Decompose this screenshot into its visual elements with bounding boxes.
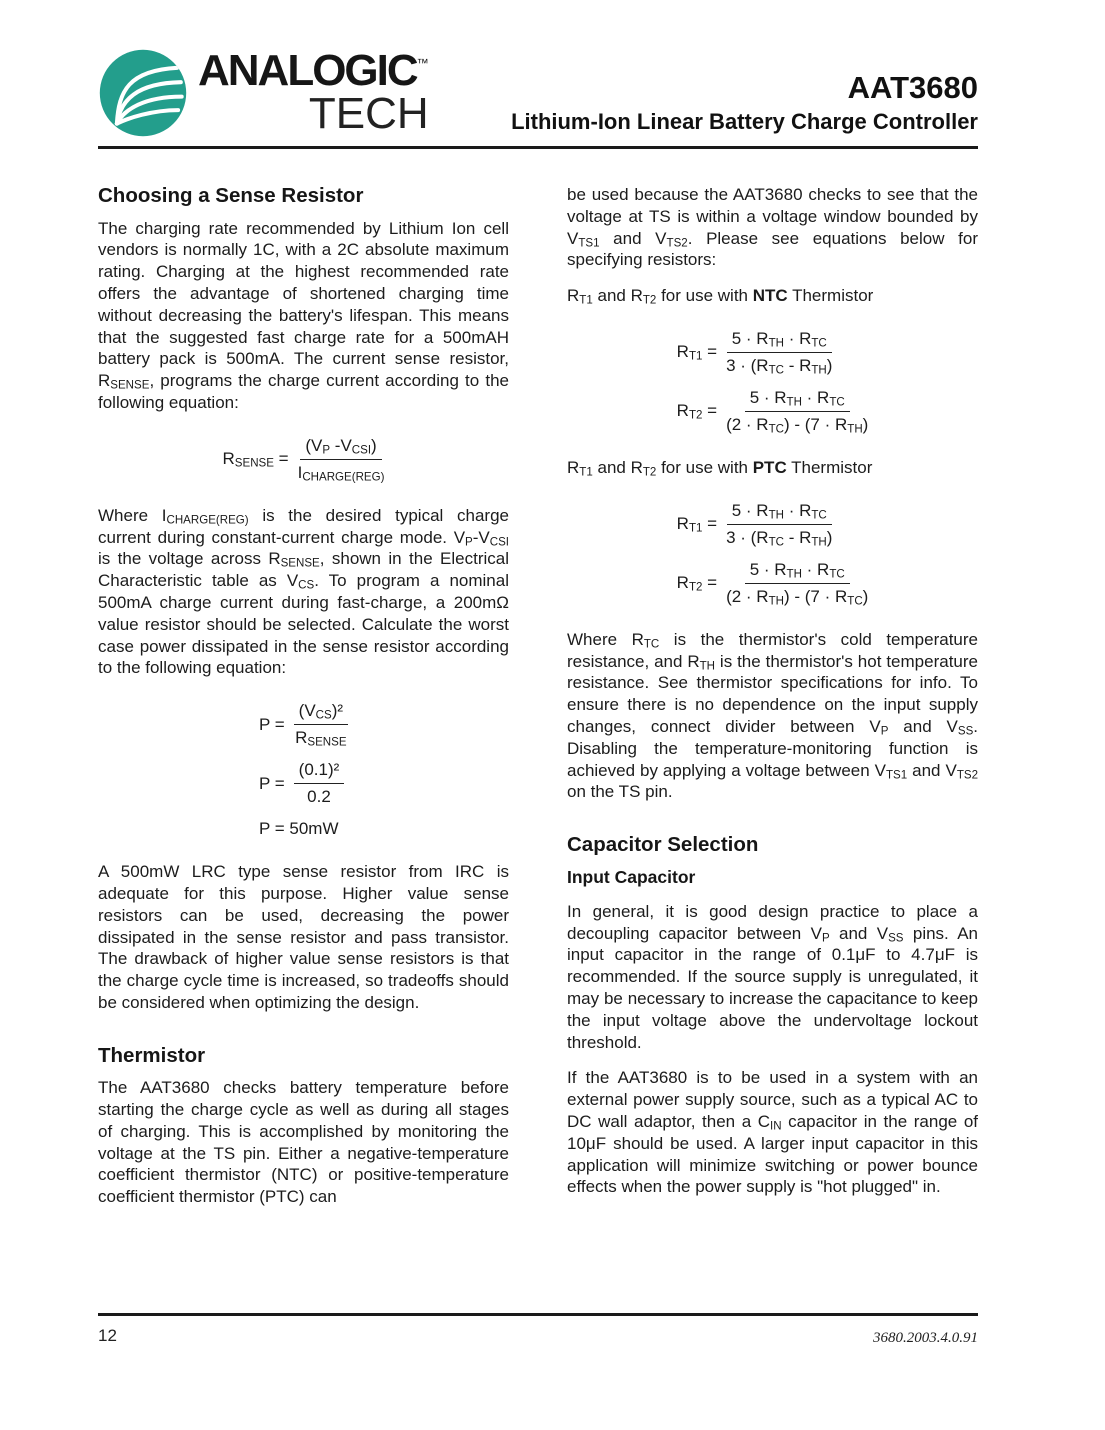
fraction-numerator: ($V_P$ $-V_{CSI}$): [300, 436, 381, 460]
equation-row: [223, 436, 385, 483]
part-number: AAT3680: [847, 70, 978, 105]
fraction-denominator: $3 \cdot (R_{TC} - R_{TH})$: [726, 355, 833, 377]
fraction-numerator: $5 \cdot R_{TH} \cdot R_{TC}$: [727, 501, 832, 525]
fraction-numerator: (0.1)²: [294, 760, 345, 784]
doc-revision-number: 3680.2003.4.0.91: [873, 1330, 978, 1346]
fraction: [726, 388, 868, 435]
paragraph-cin-capacitor: If the AAT3680 is to be used in a system with an external power supply source, such as a typical AC to DC wall adaptor, then a $C_{IN}$ capacitor in the range of 10μF should be used. A larger input capacitor in this application will minimize switching or power bounce effects when the power supply is "hot plugged" in.: [567, 1068, 978, 1197]
label-ptc-equations: $R_{T1}$ and $R_{T2}$ for use with PTC Thermistor: [567, 457, 873, 479]
fraction-denominator: $(2 \cdot R_{TH}) - (7 \cdot R_{TC})$: [726, 586, 869, 608]
page-header: [98, 48, 978, 144]
paragraph-ts-window: be used because the AAT3680 checks to see that the voltage at TS is within a voltage window bounded by $V_{TS1}$ and $V_{TS2}$. Please see equations below for specifying resistors:: [567, 185, 978, 270]
equation-lhs: $R_{SENSE}$ =: [222, 449, 289, 470]
fraction-denominator: $(2 \cdot R_{TC}) - (7 \cdot R_{TH})$: [726, 414, 869, 436]
fraction: [298, 436, 385, 483]
equation-lhs: $R_{T1}$ =: [676, 342, 718, 364]
fraction: [294, 701, 348, 748]
paragraph-lrc-resistor: A 500mW LRC type sense resistor from IRC is adequate for this purpose. Higher value sense resistors can be used, decreasing the power dissipated in the sense resistor and pass transistor. The drawback of higher value sense resistors is that the charge cycle time is increased, so tradeoffs should be considered when optimizing the design.: [98, 862, 509, 1012]
equation-lhs: P =: [258, 773, 285, 793]
equation-lhs: $R_{T1}$ =: [676, 514, 718, 535]
equation-lhs: $R_{T2}$ =: [676, 573, 718, 594]
equation-row: [677, 501, 833, 548]
equation-group-ntc: [567, 329, 978, 435]
brand-name-top: [198, 46, 429, 95]
page-number: 12: [98, 1326, 117, 1345]
trademark-symbol: ™: [416, 56, 429, 70]
content-columns: [98, 184, 978, 1222]
fraction-denominator: $3 \cdot (R_{TC} - R_{TH})$: [726, 527, 833, 549]
equation-result: P = 50mW: [258, 819, 339, 839]
right-column: [567, 184, 978, 1222]
paragraph-input-capacitor: In general, it is good design practice to place a decoupling capacitor between $V_P$ and $V_{SS}$ pins. An input capacitor in the range of 0.1μF to 4.7μF is recommended. If the source supply is unregulated, it may be necessary to increase the capacitance to keep the input voltage above the undervoltage lockout threshold.: [567, 901, 979, 1052]
left-column: [98, 184, 509, 1222]
equation-row: [677, 329, 833, 376]
equation-row: [677, 388, 869, 435]
paragraph-thermistor: The AAT3680 checks battery temperature before starting the charge cycle as well as during all stages of charging. This is accomplished by monitoring the voltage at the TS pin. Either a negative-temperature coefficient thermistor (NTC) or positive-temperature coefficient thermistor (PTC) can: [98, 1078, 509, 1207]
section-heading-capacitor-selection: Capacitor Selection: [567, 833, 759, 857]
section-heading-thermistor: Thermistor: [98, 1043, 206, 1067]
equation-row: [259, 760, 344, 807]
equation-group-ptc: [567, 501, 978, 607]
equation-row: [259, 701, 348, 748]
fraction-denominator: 0.2: [307, 787, 331, 807]
fraction-numerator: $5 \cdot R_{TH} \cdot R_{TC}$: [745, 560, 850, 584]
equation-row: [677, 560, 869, 607]
equation-group-power: [98, 701, 509, 839]
fraction: [726, 501, 832, 548]
section-heading-choosing-sense-resistor: Choosing a Sense Resistor: [98, 184, 364, 207]
fraction: [726, 560, 868, 607]
fraction-numerator: $(V_{CS})^2$: [294, 701, 348, 725]
fraction-denominator: $R_{SENSE}$: [295, 728, 347, 749]
brand-name: ANALOGIC: [198, 46, 417, 95]
equation-lhs: P =: [258, 714, 285, 734]
label-ntc-equations: $R_{T1}$ and $R_{T2}$ for use with NTC Thermistor: [567, 286, 874, 307]
paragraph-charging-rate: The charging rate recommended by Lithium Ion cell vendors is normally 1C, with a 2C absolute maximum rating. Charging at the highest recommended rate offers the advantage of shortened charging time without decreasing the battery's lifespan. This means that the suggested fast charge rate for a 500mAH battery pack is 500mA. The current sense resistor, $R_{SENSE}$, programs the charge current according to the following equation:: [98, 218, 509, 412]
fraction-numerator: $5 \cdot R_{TH} \cdot R_{TC}$: [727, 329, 832, 353]
title-block: [511, 72, 978, 135]
brand-text: [198, 46, 429, 138]
fraction-numerator: $5 \cdot R_{TH} \cdot R_{TC}$: [745, 388, 850, 412]
paragraph-where-icharge: Where $I_{CHARGE(REG)}$ is the desired typical charge current during constant-current charge mode. $V_P-V_{CSI}$ is the voltage across $R_{SENSE}$, shown in the Electrical Characteristic table as $V_{CS}$. To program a nominal 500mA charge current during fast-charge, a 200mΩ value resistor should be selected. Calculate the worst case power dissipated in the sense resistor according to the following equation:: [98, 505, 509, 678]
doc-title: Lithium-Ion Linear Battery Charge Controller: [511, 108, 978, 134]
brand-block: [98, 48, 429, 138]
subsection-heading-input-capacitor: Input Capacitor: [567, 866, 696, 887]
paragraph-rtc-rth: Where $R_{TC}$ is the thermistor's cold temperature resistance, and $R_{TH}$ is the thermistor's hot temperature resistance. See thermistor specifications for info. To ensure there is no dependence on the input supply changes, connect divider between $V_P$ and $V_{SS}$. Disabling the temperature-monitoring function is achieved by applying a voltage between $V_{TS1}$ and $V_{TS2}$ on the TS pin.: [567, 629, 979, 802]
fraction: [726, 329, 832, 376]
equation-rsense: [98, 436, 509, 483]
equation-row: [259, 819, 339, 839]
fraction: [294, 760, 345, 807]
header-rule: [98, 146, 978, 149]
fraction-denominator: $I_{CHARGE(REG)}$: [297, 462, 385, 484]
analogictech-logo-icon: [98, 48, 188, 138]
footer-rule: [98, 1313, 978, 1316]
equation-lhs: $R_{T2}$ =: [676, 401, 718, 423]
brand-name-bottom: TECH: [308, 88, 429, 138]
